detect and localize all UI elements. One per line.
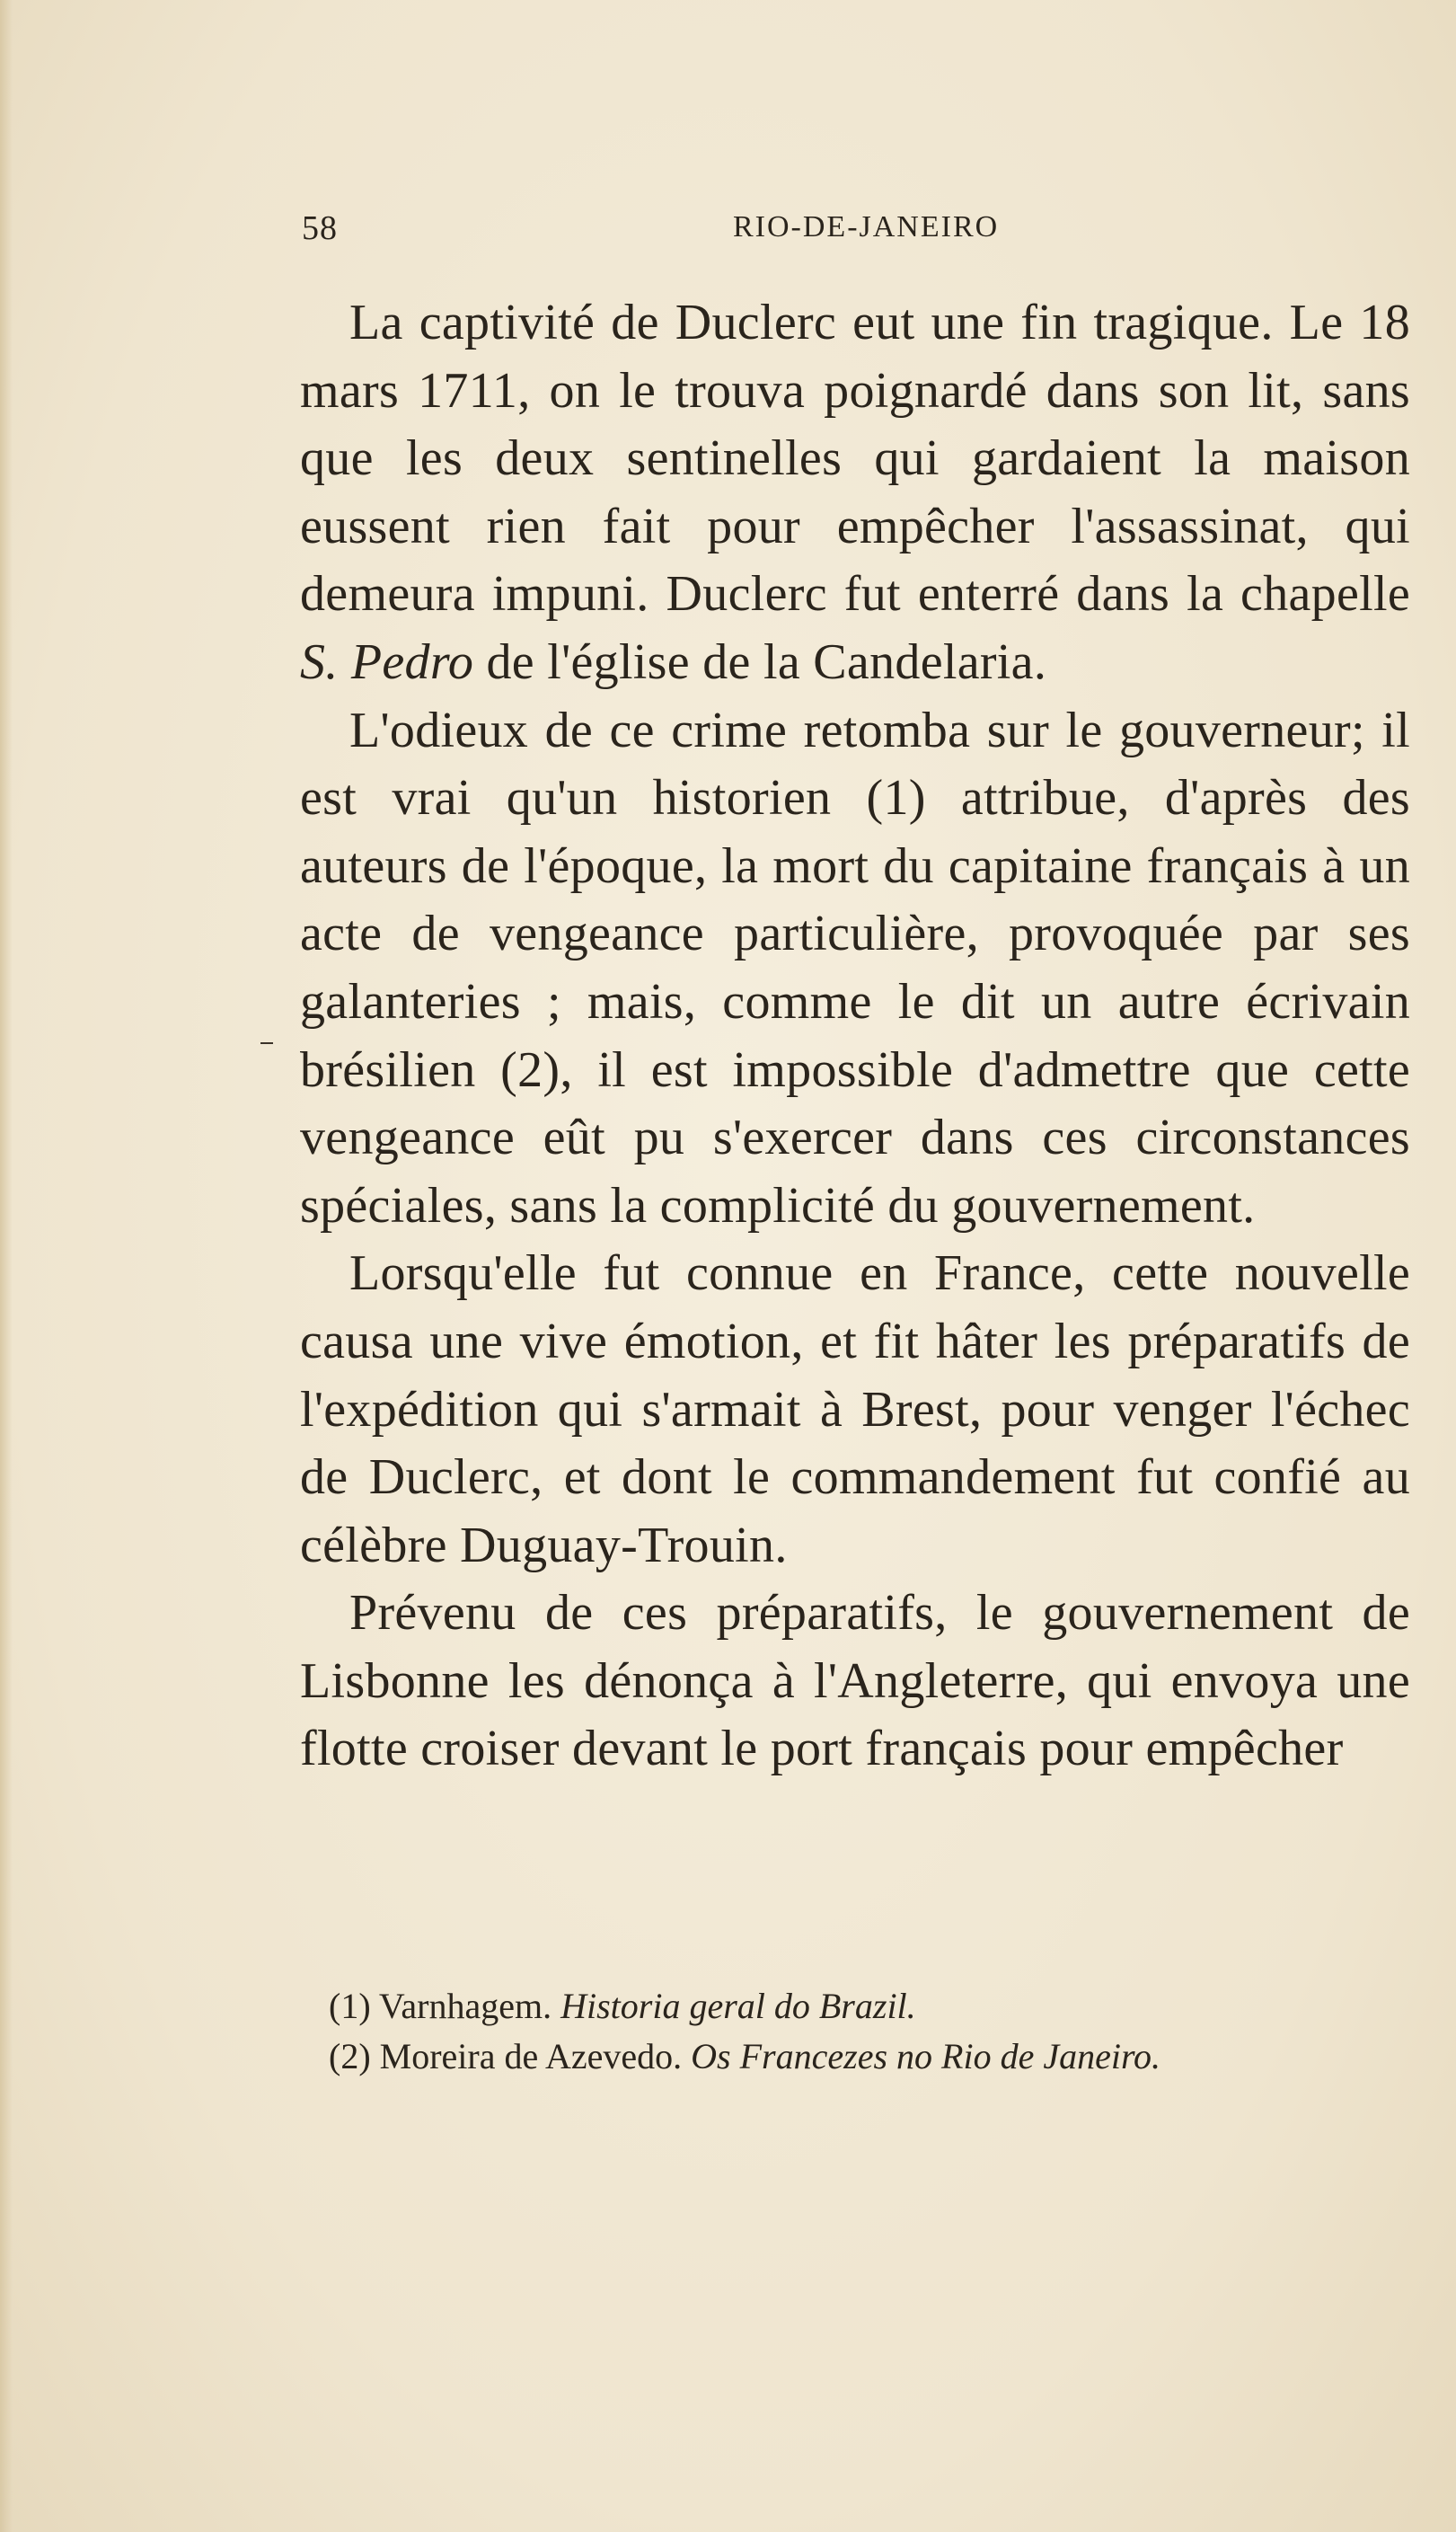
paragraph-1-text: La captivité de Duclerc eut une fin tragique. Le 18 mars 1711, on le trouva poignardé dans son lit, sans que les deux sentinelles qui gardaient la maison eussent rien fait pour empêcher l'assassinat, qui demeura impuni. Duclerc fut enterré dans la chapelle — [300, 295, 1410, 623]
page-number: 58 — [302, 209, 338, 247]
chapel-name: S. Pedro — [300, 633, 474, 690]
footnote-title: Os Francezes no Rio de Janeiro. — [691, 2036, 1161, 2076]
footnote-author: Moreira de Azevedo. — [379, 2036, 683, 2076]
footnote-title: Historia geral do Brazil. — [560, 1986, 916, 2026]
body-text — [300, 289, 1410, 1784]
footnote-author: Varnhagem. — [378, 1986, 552, 2026]
margin-mark — [260, 1042, 273, 1044]
page-edge-shadow — [0, 0, 13, 2532]
footnote-1 — [329, 1981, 1407, 2032]
paragraph-1 — [300, 289, 1410, 697]
footnote-2 — [329, 2032, 1407, 2082]
footnote-mark: (2) — [329, 2036, 371, 2076]
paragraph-4: Prévenu de ces préparatifs, le gouvernement de Lisbonne les dénonça à l'Angleterre, qui envoya une flotte croiser devant le port français pour empêcher — [300, 1585, 1410, 1777]
footnotes — [329, 1981, 1407, 2082]
paragraph-1-text-end: de l'église de la Candelaria. — [473, 633, 1047, 690]
footnote-mark: (1) — [329, 1986, 371, 2026]
running-title: RIO-DE-JANEIRO — [733, 210, 1000, 243]
paragraph-2: L'odieux de ce crime retomba sur le gouverneur; il est vrai qu'un historien (1) attribue, d'après des auteurs de l'époque, la mort du capitaine français à un acte de vengeance particulière, provoquée par ses galanteries ; mais, comme le dit un autre écrivain brésilien (2), il est impossible d'admettre que cette vengeance eût pu s'exercer dans ces circonstances spéciales, sans la complicité du gouvernement. — [300, 702, 1410, 1234]
running-head — [302, 208, 1416, 262]
paragraph-3: Lorsqu'elle fut connue en France, cette nouvelle causa une vive émotion, et fit hâter les préparatifs de l'expédition qui s'armait à Brest, pour venger l'échec de Duclerc, et dont le commandement fut confié au célèbre Duguay-Trouin. — [300, 1245, 1410, 1573]
